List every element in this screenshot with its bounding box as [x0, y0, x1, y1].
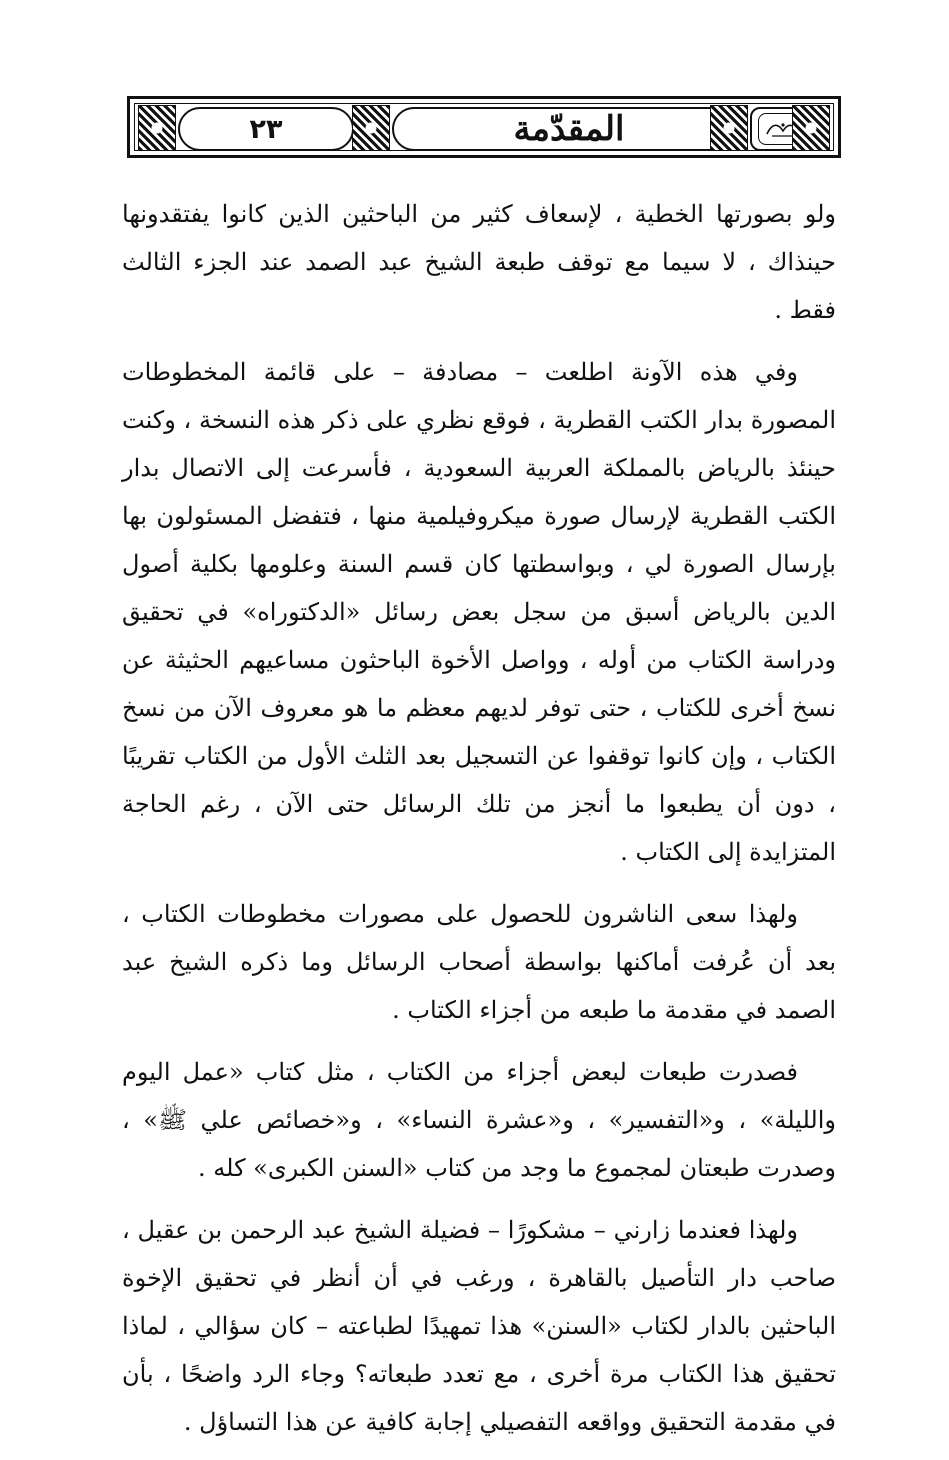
chapter-title-cartouche — [392, 107, 746, 151]
page-number-cartouche — [178, 107, 354, 151]
page-number: ٢٣ — [249, 113, 283, 145]
chapter-title: المقدّمة — [513, 109, 625, 149]
ornament-icon — [710, 105, 748, 151]
page-header — [127, 96, 841, 158]
ornament-icon — [792, 105, 830, 151]
paragraph: ولهذا سعى الناشرون للحصول على مصورات مخطوطات الكتاب ، بعد أن عُرفت أماكنها بواسطة أصحاب الرسائل وما ذكره الشيخ عبد الصمد في مقدمة ما طبعه من أجزاء الكتاب . — [122, 900, 836, 1024]
ornament-icon — [352, 105, 390, 151]
paragraph: وفي هذه الآونة اطلعت – مصادفة – على قائمة المخطوطات المصورة بدار الكتب القطرية ، فوقع نظري على ذكر هذه النسخة ، وكنت حينئذ بالرياض بالمملكة العربية السعودية ، فأسرعت إلى الاتصال بدار الكتب القطرية لإرسال صورة ميكروفيلمية منها ، فتفضل المسئولون بها بإرسال الصورة لي ، وبواسطتها كان قسم السنة وعلومها بكلية أصول الدين بالرياض أسبق من سجل بعض رسائل «الدكتوراه» في تحقيق ودراسة الكتاب من أوله ، وواصل الأخوة الباحثون مساعيهم الحثيثة عن نسخ أخرى للكتاب ، حتى توفر لديهم معظم ما هو معروف الآن من نسخ الكتاب ، وإن كانوا توقفوا عن التسجيل بعد الثلث الأول من الكتاب تقريبًا ، دون أن يطبعوا ما أنجز من تلك الرسائل حتى الآن ، رغم الحاجة المتزايدة إلى الكتاب . — [122, 358, 837, 866]
paragraph: فصدرت طبعات لبعض أجزاء من الكتاب ، مثل كتاب «عمل اليوم والليلة» ، و«التفسير» ، و«عشرة النساء» ، و«خصائص علي ﷺ» ، وصدرت طبعتان لمجموع ما وجد من كتاب «السنن الكبرى» كله . — [122, 1058, 836, 1182]
ornament-icon — [138, 105, 176, 151]
paragraph: ولو بصورتها الخطية ، لإسعاف كثير من الباحثين الذين كانوا يفتقدونها حينذاك ، لا سيما مع توقف طبعة الشيخ عبد الصمد عند الجزء الثالث فقط . — [122, 200, 836, 324]
paragraph: ولهذا فعندما زارني – مشكورًا – فضيلة الشيخ عبد الرحمن بن عقيل ، صاحب دار التأصيل بالقاهرة ، ورغب في أن أنظر في تحقيق الإخوة الباحثين بالدار لكتاب «السنن» هذا تمهيدًا لطباعته – كان سؤالي ، لماذا تحقيق هذا الكتاب مرة أخرى ، مع تعدد طبعاته؟ وجاء الرد واضحًا ، بأن في مقدمة التحقيق وواقعه التفصيلي إجابة كافية عن هذا التساؤل . — [122, 1216, 836, 1436]
body-text — [122, 190, 836, 1460]
